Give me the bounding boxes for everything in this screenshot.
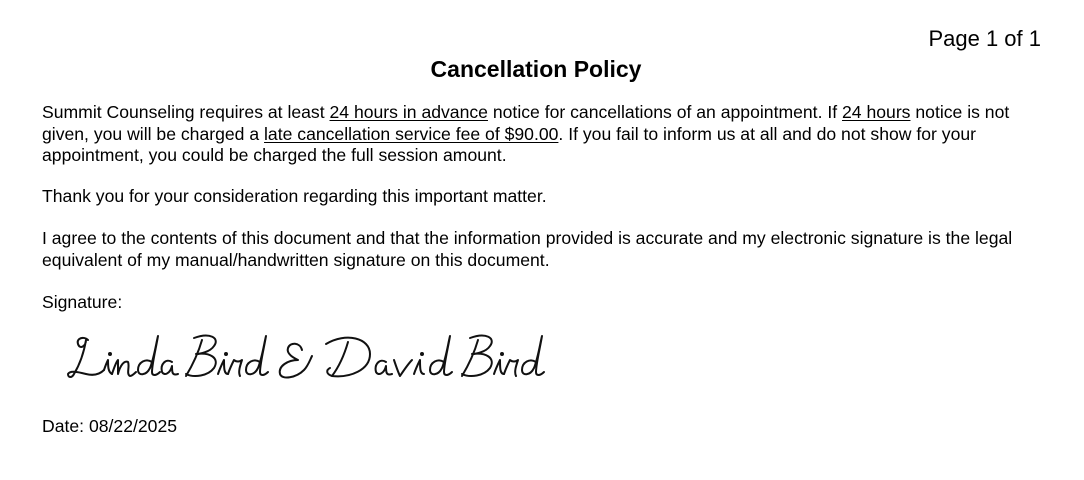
policy-text: notice for cancellations of an appointment. If: [487, 102, 843, 122]
signature-label: Signature:: [42, 292, 123, 312]
late-fee-text: late cancellation service fee of $90.00: [264, 123, 559, 144]
date-line: [42, 416, 177, 438]
document-title: Cancellation Policy: [430, 56, 642, 82]
policy-text: Summit Counseling requires at least: [42, 102, 330, 122]
thank-you-paragraph: Thank you for your consideration regarding this important matter.: [42, 186, 547, 206]
handwritten-signature: [64, 330, 564, 394]
policy-text: notice is not given, you will be charged a: [42, 102, 1010, 144]
date-value: 08/22/2025: [88, 416, 178, 436]
advance-notice-text: 24 hours in advance: [329, 102, 488, 122]
policy-paragraph: [42, 102, 1032, 167]
date-label: Date:: [42, 416, 89, 436]
agreement-paragraph: I agree to the contents of this document and that the information provided is accurate and my electronic signature is the legal equivalent of my manual/handwritten signature on this document.: [42, 228, 1013, 270]
notice-hours-text: 24 hours: [842, 102, 911, 122]
policy-text: . If you fail to inform us at all and do not show for your appointment, you could be charged the full session amount.: [42, 123, 976, 166]
page-number: Page 1 of 1: [928, 26, 1041, 51]
